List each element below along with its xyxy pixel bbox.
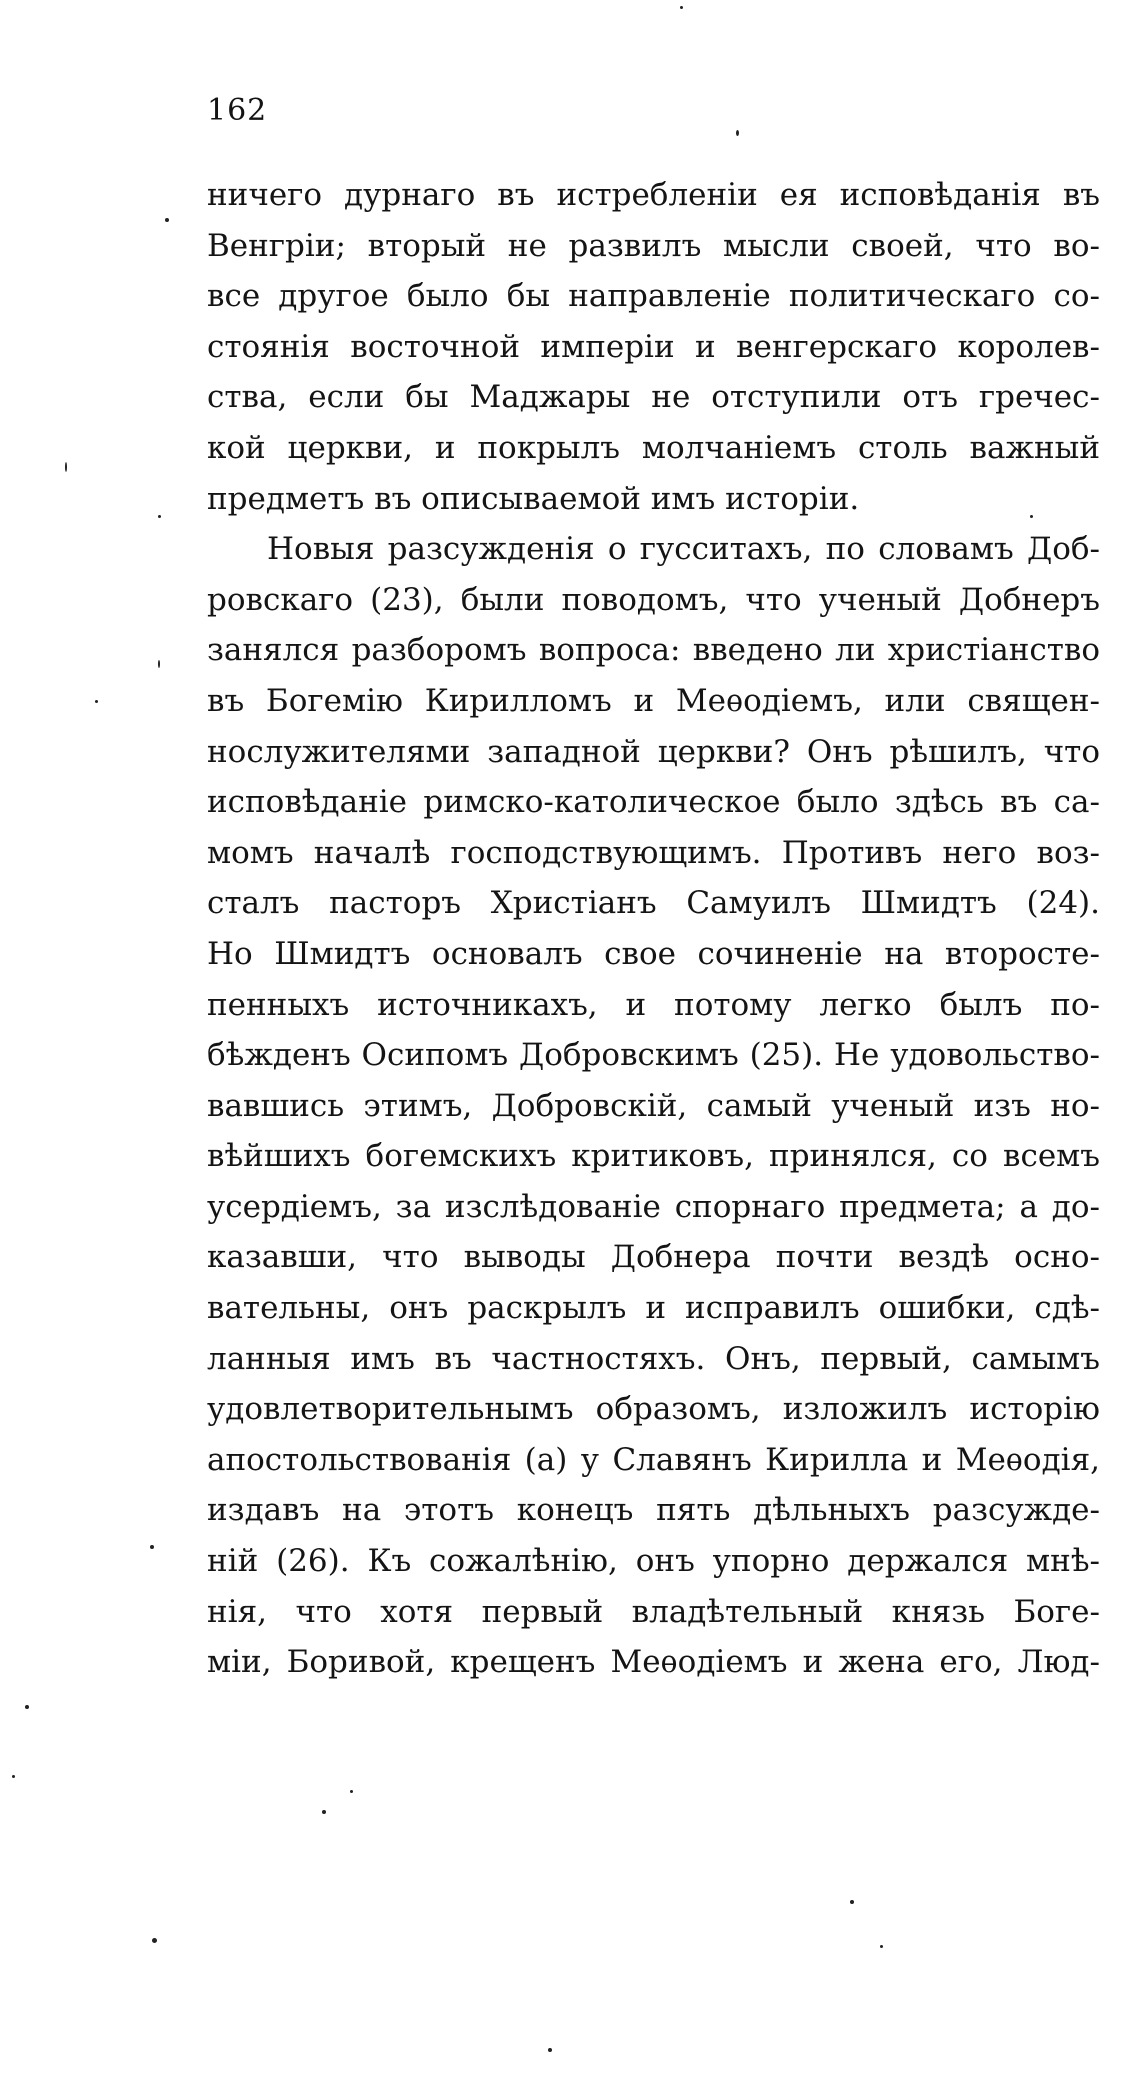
text-line: міи, Боривой, крещенъ Меѳодіемъ и жена его, Люд- xyxy=(207,1644,1100,1681)
text-line: Венгріи; вторый не развилъ мысли своей, что во- xyxy=(207,227,1100,264)
paper-speck xyxy=(322,1810,326,1814)
text-line: нослужителями западной церкви? Онъ рѣшилъ, что xyxy=(207,733,1100,770)
page-number: 162 xyxy=(207,93,268,128)
text-line: нія, что хотя первый владѣтельный князь Боге- xyxy=(207,1593,1100,1630)
paper-speck xyxy=(158,515,161,518)
paper-speck xyxy=(1030,515,1033,518)
paper-speck xyxy=(25,1705,29,1709)
text-line: удовлетворительнымъ образомъ, изложилъ исторію xyxy=(207,1391,1100,1428)
text-line: казавши, что выводы Добнера почти вездѣ осно- xyxy=(207,1239,1100,1276)
text-line: сталъ пасторъ Христіанъ Самуилъ Шмидтъ (24). xyxy=(207,885,1100,922)
text-line: ланныя имъ въ частностяхъ. Онъ, первый, самымъ xyxy=(207,1340,1100,1377)
body-text xyxy=(207,170,1100,1688)
text-line: вательны, онъ раскрылъ и исправилъ ошибки, сдѣ- xyxy=(207,1290,1100,1327)
paper-speck xyxy=(736,130,739,136)
paper-speck xyxy=(680,6,683,9)
text-line: предметъ въ описываемой имъ исторіи. xyxy=(207,480,860,517)
text-line: ничего дурнаго въ истребленіи ея исповѣданія въ xyxy=(207,177,1100,213)
paper-speck xyxy=(165,218,169,222)
text-line: момъ началѣ господствующимъ. Противъ него воз- xyxy=(207,834,1100,871)
text-line: кой церкви, и покрылъ молчаніемъ столь важный xyxy=(207,429,1100,466)
text-line: въ Богемію Кирилломъ и Меѳодіемъ, или священ- xyxy=(207,682,1100,719)
text-line: стоянія восточной имперіи и венгерскаго королев- xyxy=(207,328,1100,365)
text-line: исповѣданіе римско-католическое было здѣсь въ са- xyxy=(207,784,1100,821)
paper-speck xyxy=(95,700,98,703)
text-line: все другое было бы направленіе политическаго со- xyxy=(207,278,1100,315)
paragraph-start-line: Новыя разсужденія о гусситахъ, по словамъ Доб- xyxy=(267,531,1100,568)
text-line: вѣйшихъ богемскихъ критиковъ, принялся, со всемъ xyxy=(207,1138,1100,1175)
paper-speck xyxy=(850,1900,854,1904)
paper-speck xyxy=(350,1790,353,1793)
text-line: Но Шмидтъ основалъ свое сочиненіе на второсте- xyxy=(207,935,1100,972)
text-line: усердіемъ, за изслѣдованіе спорнаго предмета; а до- xyxy=(207,1188,1100,1225)
paper-speck xyxy=(158,660,160,668)
text-line: занялся разборомъ вопроса: введено ли христіанство xyxy=(207,632,1100,669)
paper-speck xyxy=(152,1938,157,1943)
text-line: ства, если бы Маджары не отступили отъ гречес- xyxy=(207,379,1100,416)
paper-speck xyxy=(65,462,67,472)
text-line: бѣжденъ Осипомъ Добровскимъ (25). Не удовольство- xyxy=(207,1037,1100,1074)
text-line: ровскаго (23), были поводомъ, что ученый Добнеръ xyxy=(207,581,1100,618)
text-line: апостольствованія (а) у Славянъ Кирилла и Меѳодія, xyxy=(207,1441,1100,1478)
paper-speck xyxy=(12,1775,15,1778)
paper-speck xyxy=(548,2048,552,2052)
paper-speck xyxy=(150,1545,154,1549)
text-line: издавъ на этотъ конецъ пять дѣльныхъ разсужде- xyxy=(207,1492,1100,1529)
text-line: вавшись этимъ, Добровскій, самый ученый изъ но- xyxy=(207,1087,1100,1124)
text-line: пенныхъ источникахъ, и потому легко былъ по- xyxy=(207,986,1100,1023)
text-line: ній (26). Къ сожалѣнію, онъ упорно держался мнѣ- xyxy=(207,1543,1100,1580)
paper-speck xyxy=(880,1945,883,1948)
